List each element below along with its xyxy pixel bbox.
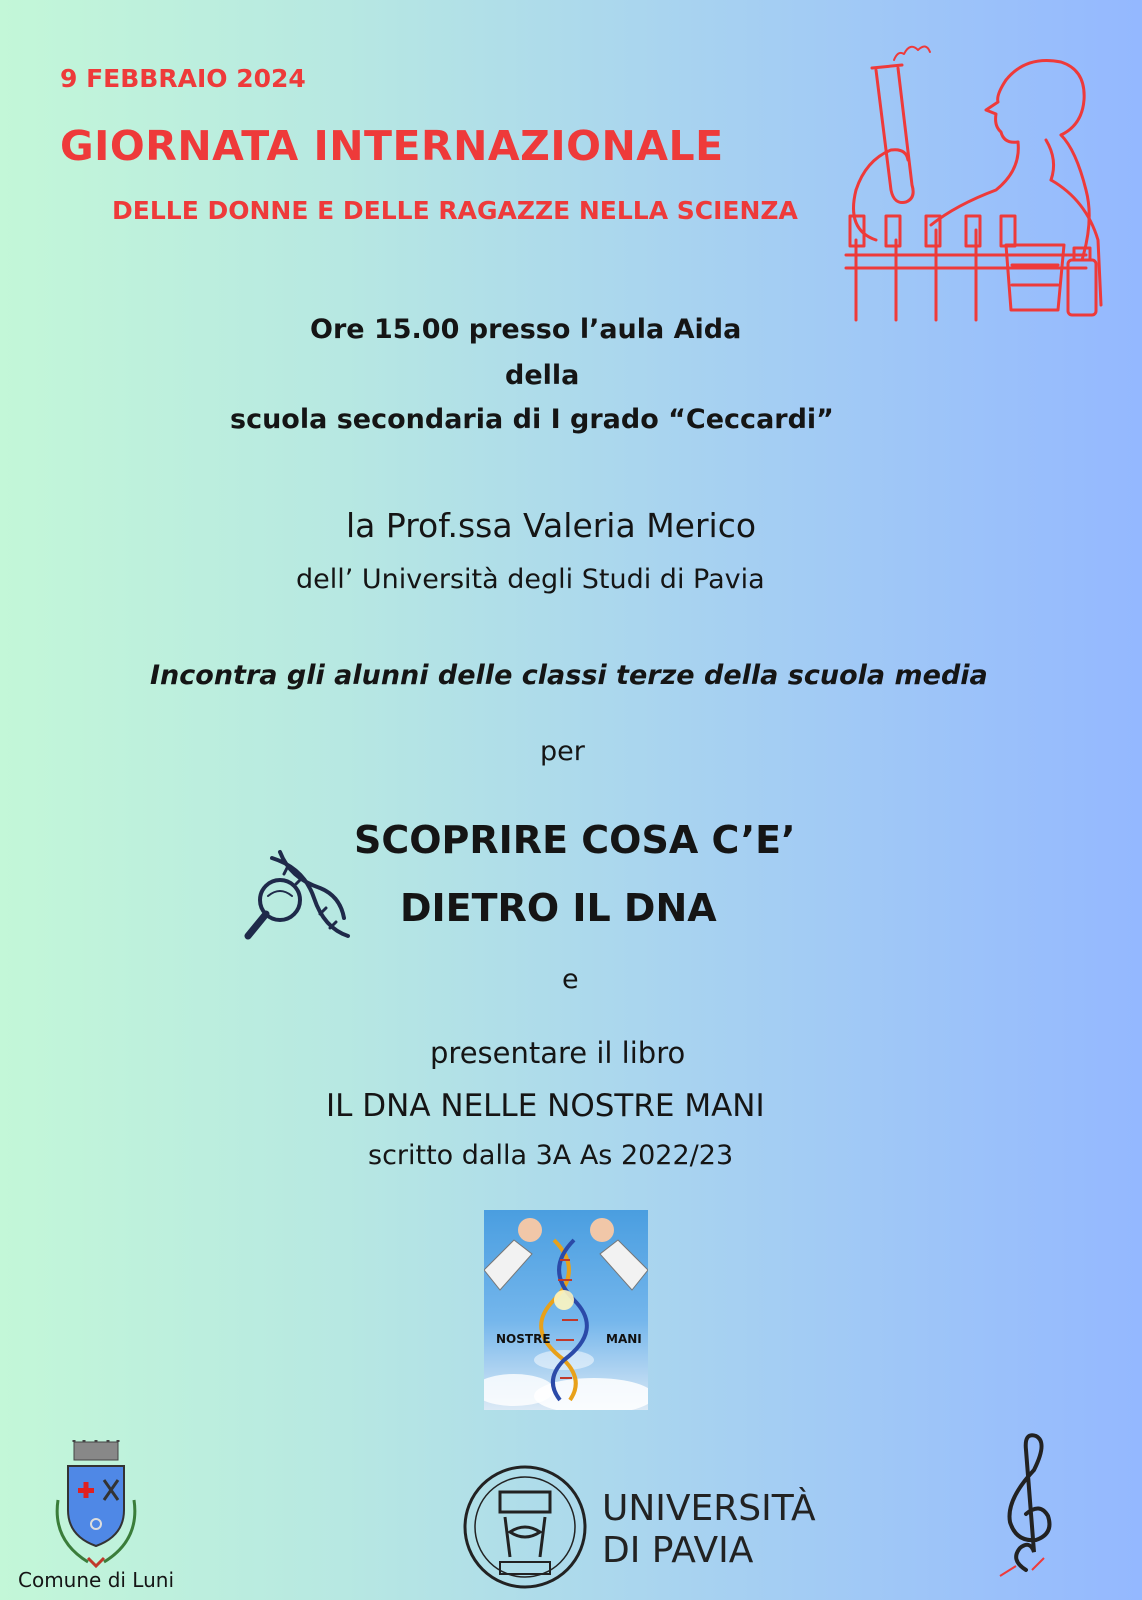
location-line-2: della <box>505 360 580 391</box>
dna-magnifier-icon <box>244 848 354 960</box>
speaker-name: la Prof.ssa Valeria Merico <box>346 506 757 545</box>
per-text: per <box>540 736 585 767</box>
luni-coat-of-arms <box>48 1440 144 1570</box>
municipality-label: Comune di Luni <box>18 1568 175 1592</box>
topic-title-line-1: SCOPRIRE COSA C’E’ <box>354 818 796 862</box>
pavia-seal <box>460 1462 590 1592</box>
cover-word-left: NOSTRE <box>496 1332 551 1346</box>
cover-word-right: MANI <box>606 1332 642 1346</box>
conjunction-text: e <box>562 964 579 995</box>
event-date: 9 FEBBRAIO 2024 <box>60 64 306 93</box>
dna-hands-illustration <box>484 1210 648 1410</box>
university-name-line-2: DI PAVIA <box>602 1530 754 1571</box>
location-line-3: scuola secondaria di I grado “Ceccardi” <box>230 404 834 435</box>
location-line-1: Ore 15.00 presso l’aula Aida <box>310 314 742 345</box>
book-title: IL DNA NELLE NOSTRE MANI <box>326 1088 765 1124</box>
university-logo-text <box>602 1488 816 1572</box>
event-subtitle: DELLE DONNE E DELLE RAGAZZE NELLA SCIENZA <box>112 196 798 225</box>
treble-clef-icon <box>996 1430 1066 1580</box>
scientist-illustration <box>836 40 1106 330</box>
book-author: scritto dalla 3A As 2022/23 <box>368 1140 734 1171</box>
university-name-line-1: UNIVERSITÀ <box>602 1488 816 1529</box>
book-cover-image <box>484 1210 648 1410</box>
topic-title-line-2: DIETRO IL DNA <box>400 886 717 930</box>
meeting-description: Incontra gli alunni delle classi terze della scuola media <box>150 660 988 691</box>
speaker-affiliation: dell’ Università degli Studi di Pavia <box>296 564 765 595</box>
event-title: GIORNATA INTERNAZIONALE <box>60 122 724 170</box>
book-presentation: presentare il libro <box>430 1036 686 1070</box>
